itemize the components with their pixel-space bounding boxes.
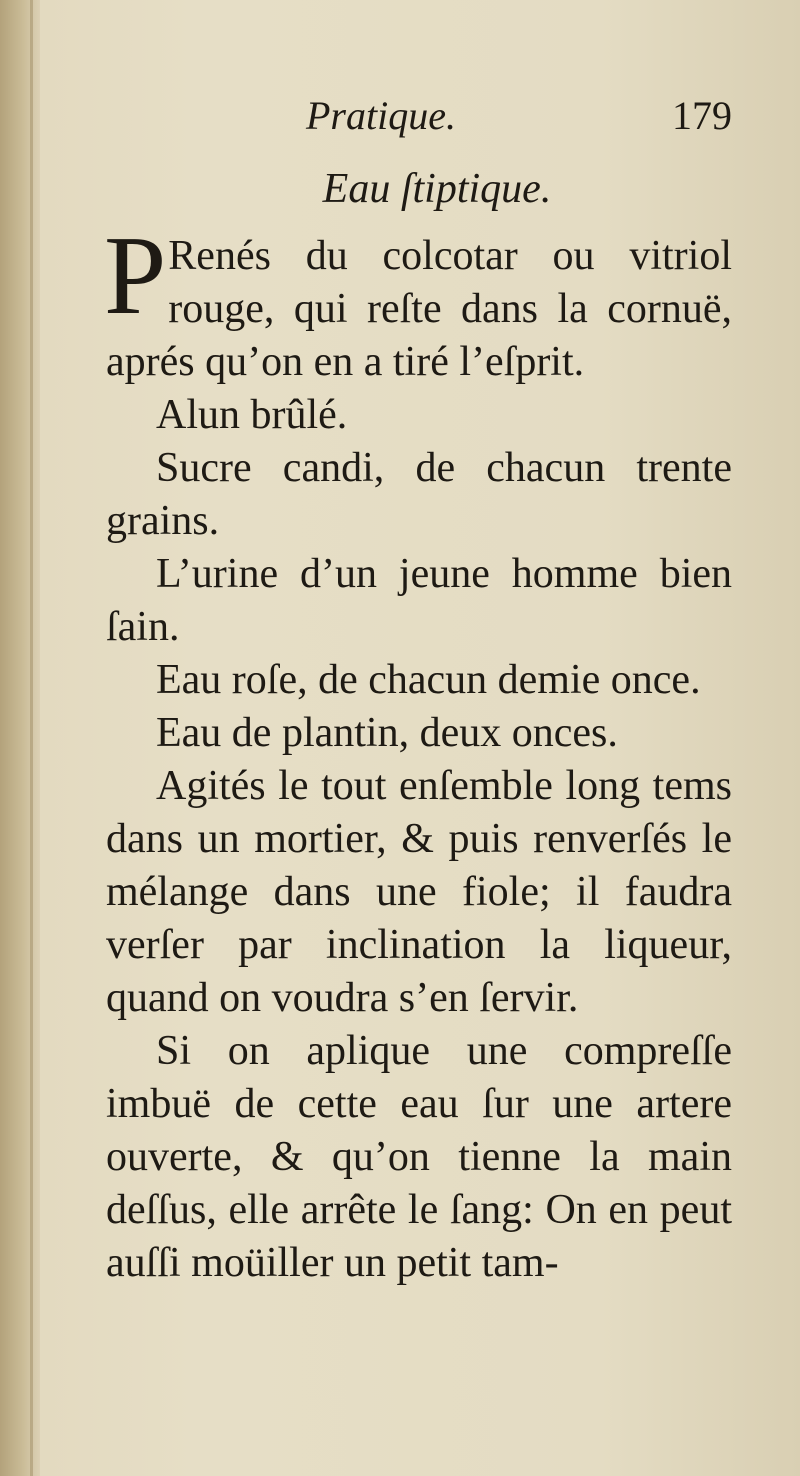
section-title: Eau ſtiptique.	[322, 166, 552, 212]
paragraph-6: Eau de plantin, deux onces.	[156, 710, 618, 756]
paragraph-5: Eau roſe, de chacun demie once.	[156, 657, 701, 703]
text-block	[106, 88, 732, 1290]
page-number: 179	[672, 93, 732, 138]
running-head: Pratique.	[306, 93, 456, 138]
spine-edge	[30, 0, 33, 1476]
paragraph-2: Alun brûlé.	[156, 392, 348, 438]
book-spine	[0, 0, 40, 1476]
page-header	[106, 88, 732, 158]
paragraph-4: L’urine d’un jeune homme bien ſain.	[106, 551, 732, 650]
paragraph-1	[104, 214, 732, 389]
paragraph-3: Sucre candi, de chacun trente grains.	[106, 445, 732, 544]
paragraph-1-text: Renés du colcotar ou vitriol rouge, qui reſte dans la cornuë, aprés qu’on en a tiré l’eſprit.	[106, 233, 732, 385]
paragraph-7: Agités le tout enſemble long tems dans un mortier, & puis renverſés le mélange dans une fiole; il faudra verſer par inclination la liqueur, quand on voudra s’en ſervir.	[106, 763, 732, 1021]
drop-cap: P	[104, 214, 167, 338]
paragraph-8: Si on aplique une compreſſe imbuë de cette eau ſur une artere ouverte, & qu’on tienne la main deſſus, elle arrête le ſang: On en peut auſſi moüiller un petit tam-	[106, 1028, 732, 1286]
